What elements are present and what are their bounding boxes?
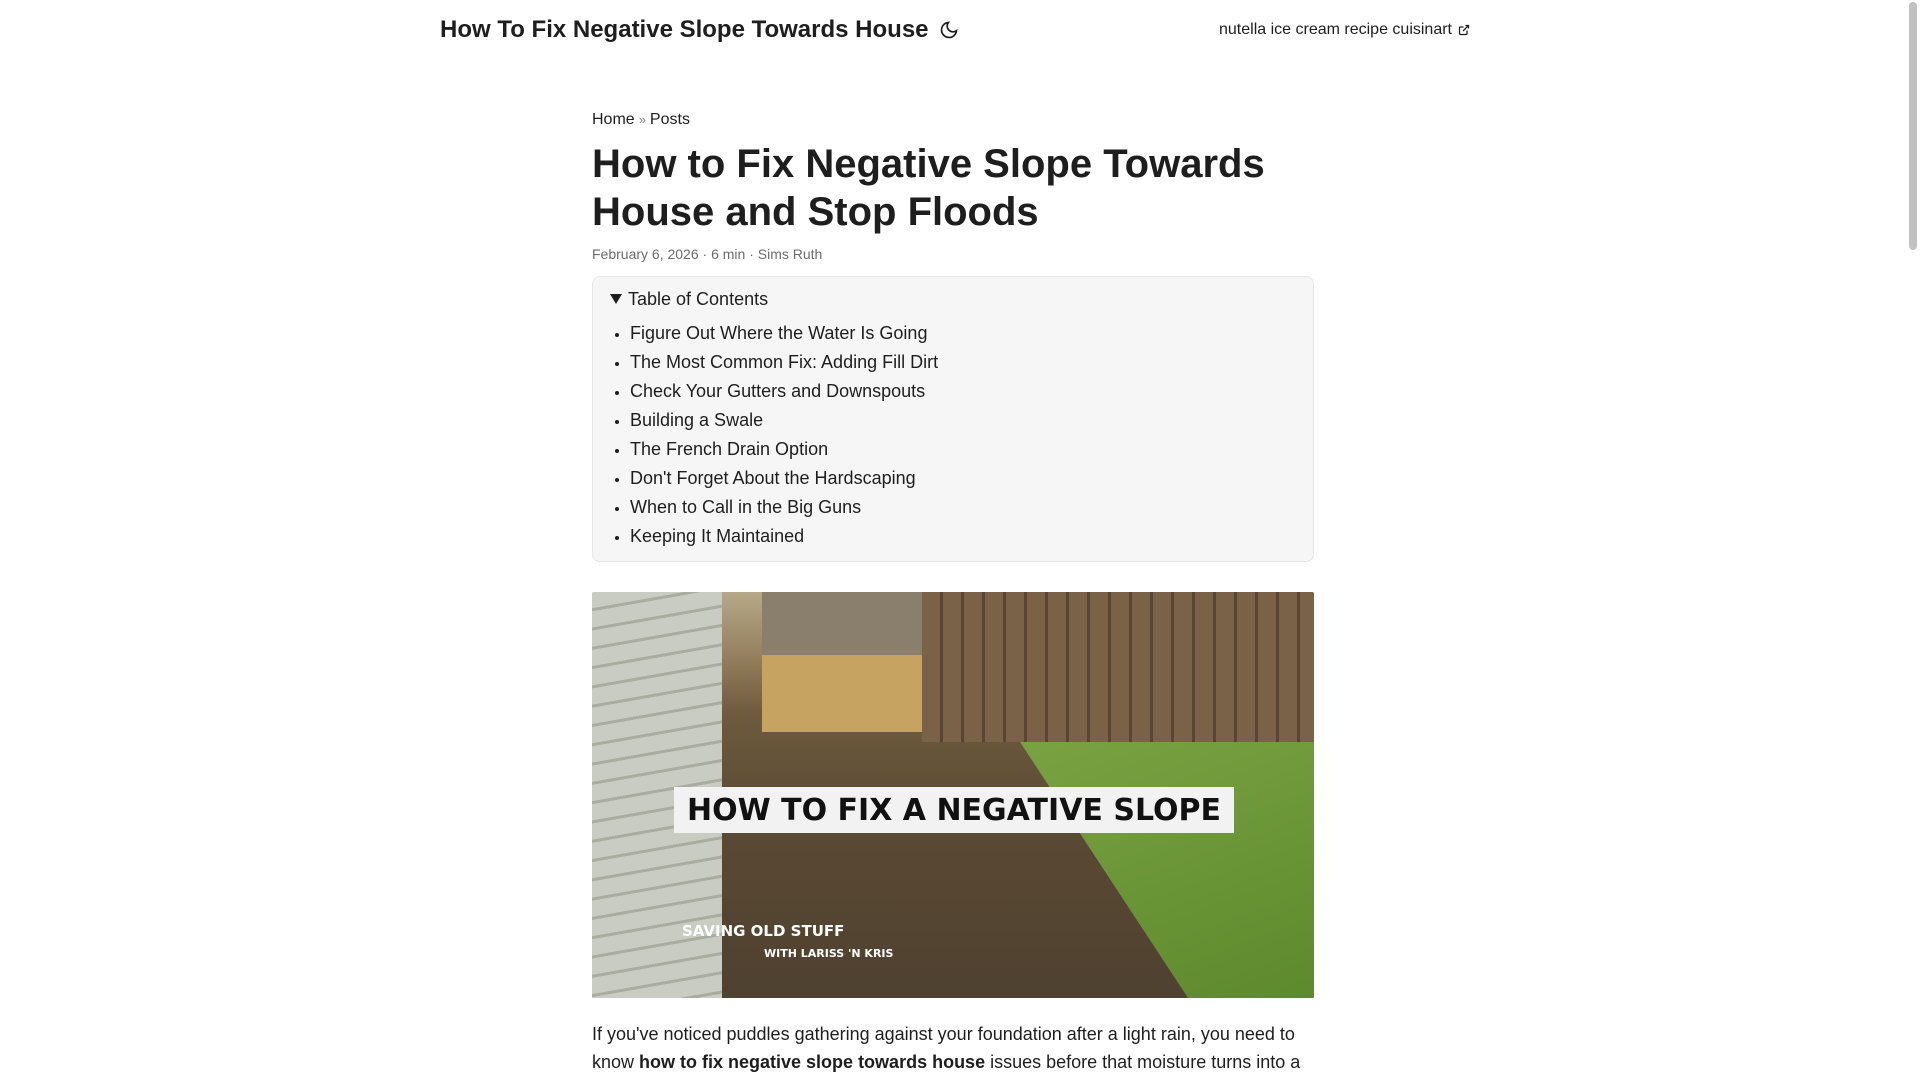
toc-item[interactable]: Keeping It Maintained [630, 526, 805, 546]
image-caption: SAVING OLD STUFF [682, 922, 845, 940]
breadcrumb-posts[interactable]: Posts [649, 111, 690, 128]
toc-toggle[interactable] [610, 287, 1296, 311]
external-link-icon [1458, 24, 1470, 36]
toc-item[interactable]: The French Drain Option [630, 439, 829, 459]
toc-item[interactable]: Building a Swale [630, 410, 764, 430]
intro-text: If you've noticed puddles gathering against your foundation after a light rain, you need to know [592, 1024, 1295, 1072]
scrollbar-thumb[interactable] [1909, 2, 1917, 250]
toc-item[interactable]: Check Your Gutters and Downspouts [630, 381, 926, 401]
post-meta [592, 244, 1314, 264]
menu-link-label: nutella ice cream recipe cuisinart [1219, 21, 1452, 38]
table-of-contents [592, 276, 1314, 562]
breadcrumb-separator: » [638, 112, 646, 127]
shed-shape [762, 592, 922, 732]
site-header [440, 12, 1470, 48]
site-title-link[interactable]: How To Fix Negative Slope Towards House [440, 16, 929, 43]
breadcrumb-home[interactable]: Home [592, 111, 635, 128]
grass-shape [894, 742, 1314, 998]
triangle-down-icon [610, 294, 622, 304]
post-content [592, 108, 1314, 1076]
intro-text: issues before that moisture turns into a [985, 1052, 1301, 1072]
breadcrumb [592, 108, 1314, 132]
image-caption-sub: WITH LARISS 'N KRIS [764, 947, 894, 960]
read-time: 6 min [711, 246, 746, 262]
post-author: Sims Ruth [757, 246, 823, 262]
image-banner-text: HOW TO FIX A NEGATIVE SLOPE [674, 787, 1234, 833]
meta-separator: · [702, 246, 708, 262]
post-date: February 6, 2026 [592, 246, 699, 262]
toc-label: Table of Contents [628, 288, 769, 309]
toc-item[interactable]: Figure Out Where the Water Is Going [630, 323, 928, 343]
hero-image [592, 592, 1314, 998]
fence-shape [922, 592, 1314, 742]
intro-paragraph [592, 1020, 1314, 1076]
menu-link[interactable] [1219, 21, 1470, 39]
meta-separator: · [749, 246, 754, 262]
page-title: How to Fix Negative Slope Towards House and Stop Floods [592, 142, 1265, 234]
toc-item[interactable]: When to Call in the Big Guns [630, 497, 862, 517]
toc-item[interactable]: Don't Forget About the Hardscaping [630, 468, 916, 488]
scrollbar[interactable] [1905, 0, 1920, 1080]
moon-icon[interactable] [939, 20, 959, 40]
intro-keyword: how to fix negative slope towards house [639, 1052, 986, 1072]
toc-item[interactable]: The Most Common Fix: Adding Fill Dirt [630, 352, 939, 372]
